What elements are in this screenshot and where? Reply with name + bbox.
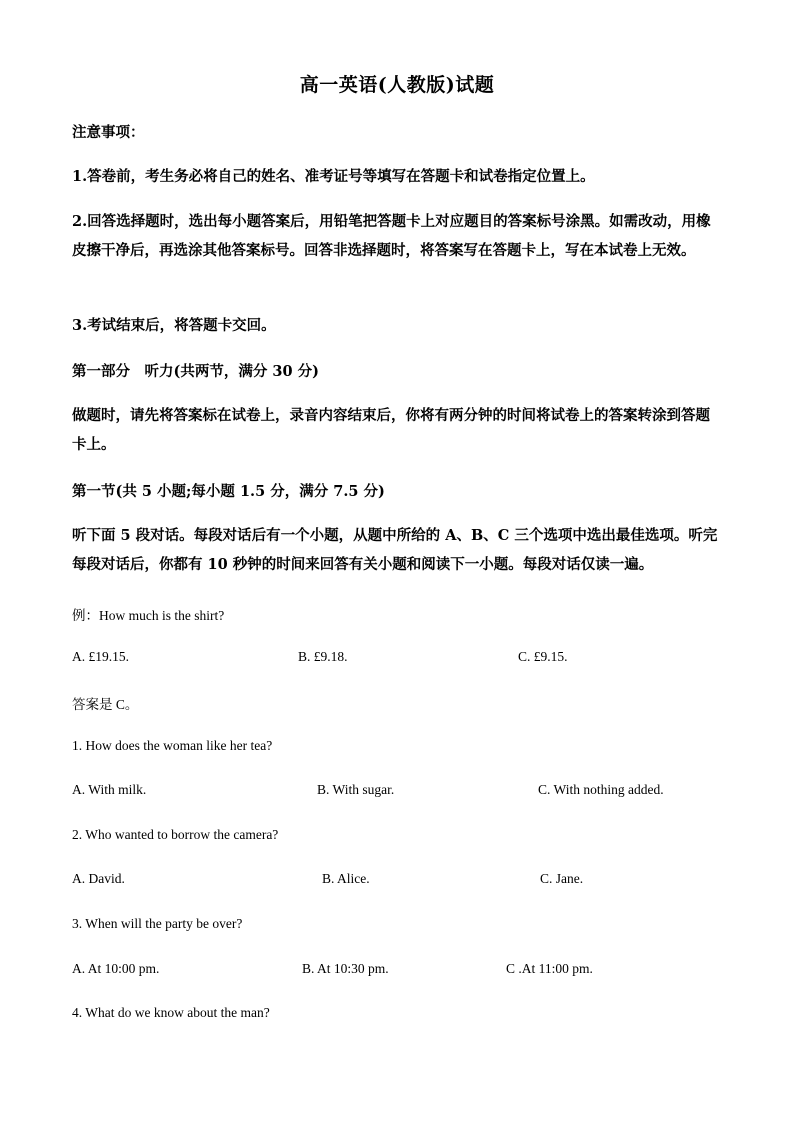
question-3: 3. When will the party be over?	[72, 916, 243, 931]
question-1-option-a: A. With milk.	[72, 782, 147, 797]
notice-heading: 注意事项：	[72, 124, 145, 141]
question-1-option-c: C. With nothing added.	[538, 782, 664, 797]
question-3-option-b: B. At 10:30 pm.	[302, 961, 389, 976]
example-option-c: C. £9.15.	[518, 649, 568, 664]
example-question: 例：How much is the shirt?	[72, 608, 225, 623]
question-3-option-a: A. At 10:00 pm.	[72, 961, 160, 976]
notice-item-1: 1.答卷前，考生务必将自己的姓名、准考证号等填写在答题卡和试卷指定位置上。	[72, 168, 595, 185]
section1-heading: 第一节(共 5 小题;每小题 1.5 分，满分 7.5 分)	[72, 483, 385, 500]
question-2-option-b: B. Alice.	[322, 871, 370, 886]
question-2: 2. Who wanted to borrow the camera?	[72, 827, 279, 842]
notice-item-2: 2.回答选择题时，选出每小题答案后，用铅笔把答题卡上对应题目的答案标号涂黑。如需改动，用橡皮擦干净后，再选涂其他答案标号。回答非选择题时，将答案写在答题卡上，写在本试卷上无效。	[72, 213, 711, 259]
section1-instruction: 听下面 5 段对话。每段对话后有一个小题，从题中所给的 A、B、C 三个选项中选出最佳选项。听完每段对话后，你都有 10 秒钟的时间来回答有关小题和阅读下一小题。每段对话仅读一遍。	[72, 527, 718, 573]
example-option-a: A. £19.15.	[72, 649, 129, 664]
question-2-option-c: C. Jane.	[540, 871, 584, 886]
page-title: 高一英语(人教版)试题	[299, 74, 495, 96]
question-1-option-b: B. With sugar.	[317, 782, 395, 797]
part1-heading: 第一部分 听力(共两节，满分 30 分)	[72, 363, 319, 380]
question-4: 4. What do we know about the man?	[72, 1005, 270, 1020]
example-answer: 答案是 C。	[72, 697, 139, 712]
question-2-option-a: A. David.	[72, 871, 125, 886]
example-option-b: B. £9.18.	[298, 649, 348, 664]
notice-item-3: 3.考试结束后，将答题卡交回。	[72, 317, 276, 334]
part1-instruction: 做题时，请先将答案标在试卷上，录音内容结束后，你将有两分钟的时间将试卷上的答案转涂到答题卡上。	[72, 407, 710, 453]
question-1: 1. How does the woman like her tea?	[72, 738, 273, 753]
question-3-option-c: C .At 11:00 pm.	[506, 961, 593, 976]
